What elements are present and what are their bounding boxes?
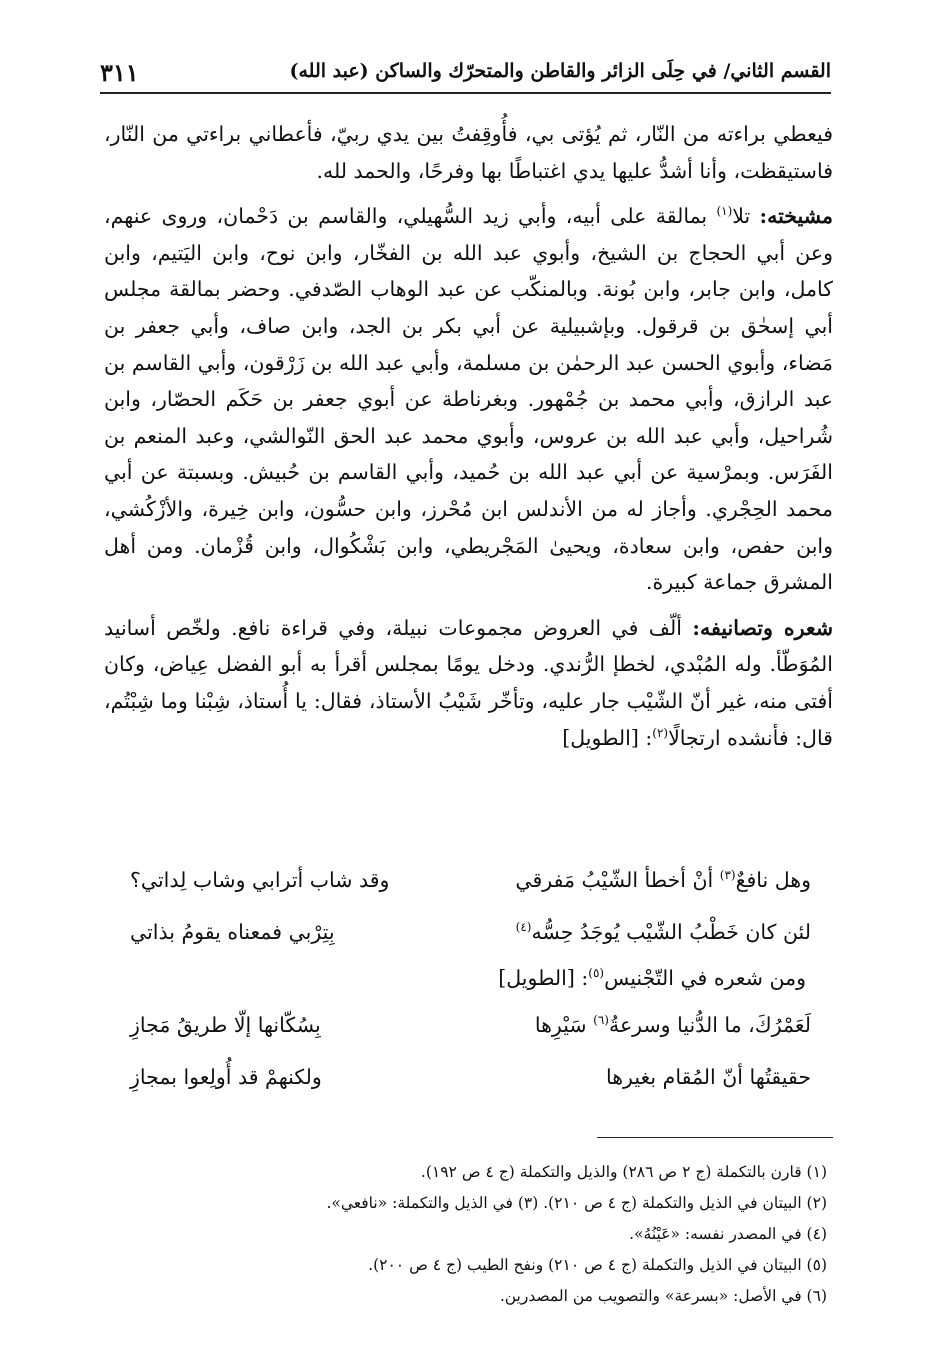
verse-1-first-hemistich bbox=[515, 868, 811, 892]
footnote-ref-6: (٦) bbox=[593, 1013, 609, 1028]
hemistich-text-end: أنْ أخطأ الشّيْبُ مَفرقي bbox=[515, 868, 720, 892]
footnote-ref-1: (١) bbox=[716, 204, 733, 219]
footnote-divider bbox=[597, 1137, 833, 1138]
footnote-1: (١) قارن بالتكملة (ج ٢ ص ٢٨٦) والذيل والتكملة (ج ٤ ص ١٩٢). bbox=[420, 1163, 827, 1181]
hemistich-text: لئن كان خَطْبُ الشّيْب يُوجَدُ حِسُّه bbox=[531, 920, 811, 944]
running-title: القسم الثاني/ في حِلَى الزائر والقاطن والمتحرّك والساكن (عبد الله) bbox=[289, 60, 831, 82]
verse-1 bbox=[104, 862, 833, 914]
footnote-5: (٥) البيتان في الذيل والتكملة (ج ٤ ص ٢١٠) ونفح الطيب (ج ٤ ص ٢٠٠). bbox=[368, 1256, 827, 1274]
verse-4-first-hemistich: حقيقتُها أنّ المُقام بغيرها bbox=[605, 1065, 811, 1089]
verse-2-first-hemistich bbox=[516, 920, 811, 944]
hemistich-text-end: سَيْرِها bbox=[534, 1013, 594, 1037]
footnote-2-3: (٢) البيتان في الذيل والتكملة (ج ٤ ص ٢١٠). (٣) في الذيل والتكملة: «نافعي». bbox=[326, 1194, 827, 1212]
section-heading-teachers: مشيخته: bbox=[759, 204, 833, 229]
poem-2-intro-text: ومن شعره في التّجْنيس bbox=[604, 966, 806, 990]
verse-3-first-hemistich bbox=[535, 1013, 811, 1037]
footnote-ref-3: (٣) bbox=[719, 868, 736, 883]
hemistich-text: لَعَمْرُكَ، ما الدُّنيا وسرعةُ bbox=[608, 1013, 811, 1037]
meter-label-1: : [الطويل] bbox=[562, 725, 653, 750]
main-text bbox=[104, 116, 833, 765]
teachers-text: بمالقة على أبيه، وأبي زيد السُّهيلي، والقاسم بن دَحْمان، وروى عنهم، وعن أبي الحجاج بن الشيخ، وأبوي عبد الله بن الفخّار، وابن نوح، وابن اليَتيم، وابن كامل، وابن جابر، وابن بُونة. وبالمنكّب عن عبد الوهاب الصّدفي. وحضر بمالقة مجلس أبي إسحٰق بن قرقول. وبإشبيلية عن أبي بكر بن الجد، وابن صاف، وأبي جعفر بن مَضاء، وأبوي الحسن عبد الرحمٰن بن مسلمة، وأبي عبد الله بن زَرْقون، وأبي القاسم بن عبد الرازق، وأبي محمد بن جُمْهور. وبغرناطة عن أبوي جعفر بن حَكَم الحصّار، وابن شُراحيل، وأبي عبد الله بن عروس، وأبوي محمد عبد الحق النّوالشي، وعبد المنعم بن الفَرَس. وبمرْسية عن أبي عبد الله بن حُميد، وأبي القاسم بن حُبيش. وبسبتة عن أبي محمد الحِجْري. وأجاز له من الأندلس ابن مُحْرز، وابن حسُّون، وابن خِيرة، والأزْكُشي، وابن حفص، وابن سعادة، ويحيىٰ المَجْريطي، وابن بَشْكُوال، وابن قُزْمان. ومن أهل المشرق جماعة كبيرة. bbox=[104, 204, 833, 595]
poem-2 bbox=[104, 1007, 833, 1111]
paragraph-poetry bbox=[104, 610, 833, 756]
verse-1-second-hemistich: وقد شاب أترابي وشاب لِداتي؟ bbox=[130, 868, 390, 892]
verse-2-second-hemistich: بِتِرْبي فمعناه يقومُ بذاتي bbox=[130, 920, 335, 944]
running-header bbox=[100, 58, 831, 94]
footnote-ref-4: (٤) bbox=[515, 920, 532, 935]
paragraph-teachers bbox=[104, 198, 833, 601]
verse-4 bbox=[104, 1059, 833, 1111]
teachers-text-start: تلا bbox=[732, 204, 760, 229]
footnote-4: (٤) في المصدر نفسه: «عَيْنُهُ». bbox=[629, 1225, 827, 1243]
verse-2 bbox=[104, 914, 833, 966]
page-number: ٣١١ bbox=[100, 58, 139, 87]
footnote-ref-2: (٢) bbox=[652, 725, 669, 740]
footnote-ref-5: (٥) bbox=[588, 966, 605, 981]
poem-2-intro bbox=[498, 966, 806, 990]
verse-3 bbox=[104, 1007, 833, 1059]
footnotes bbox=[104, 1157, 833, 1312]
poetry-text: ألّف في العروض مجموعات نبيلة، وفي قراءة نافع. ولخّص أسانيد المُوَطّأ. وله المُبْدي، لخطإ الرُّندي. ودخل يومًا بمجلس أقرأ به أبو الفضل عِياض، وكان أفتى منه، غير أنّ الشّيْب جار عليه، وتأخّر شَيْبُ الأستاذ، فقال: يا أُستاذ، شِبْنا وما شِبْتُم، قال: فأنشده ارتجالًا bbox=[104, 615, 833, 750]
footnote-6: (٦) في الأصل: «بسرعة» والتصويب من المصدرين. bbox=[499, 1287, 827, 1305]
verse-4-second-hemistich: ولكنهمْ قد أُولِعوا بمجازِ bbox=[130, 1065, 322, 1089]
verse-3-second-hemistich: بِسُكّانها إلّا طريقُ مَجازِ bbox=[130, 1013, 321, 1037]
hemistich-text: وهل نافعٌ bbox=[735, 868, 811, 892]
paragraph-dream bbox=[104, 116, 833, 189]
paragraph-dream-text: فيعطي براءته من النّار، ثم يُؤتى بي، فأُوقِفتُ بين يدي ربيّ، فأعطاني براءتي من النّار، فاستيقظت، وأنا أشدُّ عليها يدي اغتباطًا بها وفرحًا، والحمد لله. bbox=[104, 122, 833, 183]
poem-1 bbox=[104, 862, 833, 966]
meter-label-2: : [الطويل] bbox=[498, 966, 589, 990]
section-heading-poetry: شعره وتصانيفه: bbox=[692, 615, 833, 640]
